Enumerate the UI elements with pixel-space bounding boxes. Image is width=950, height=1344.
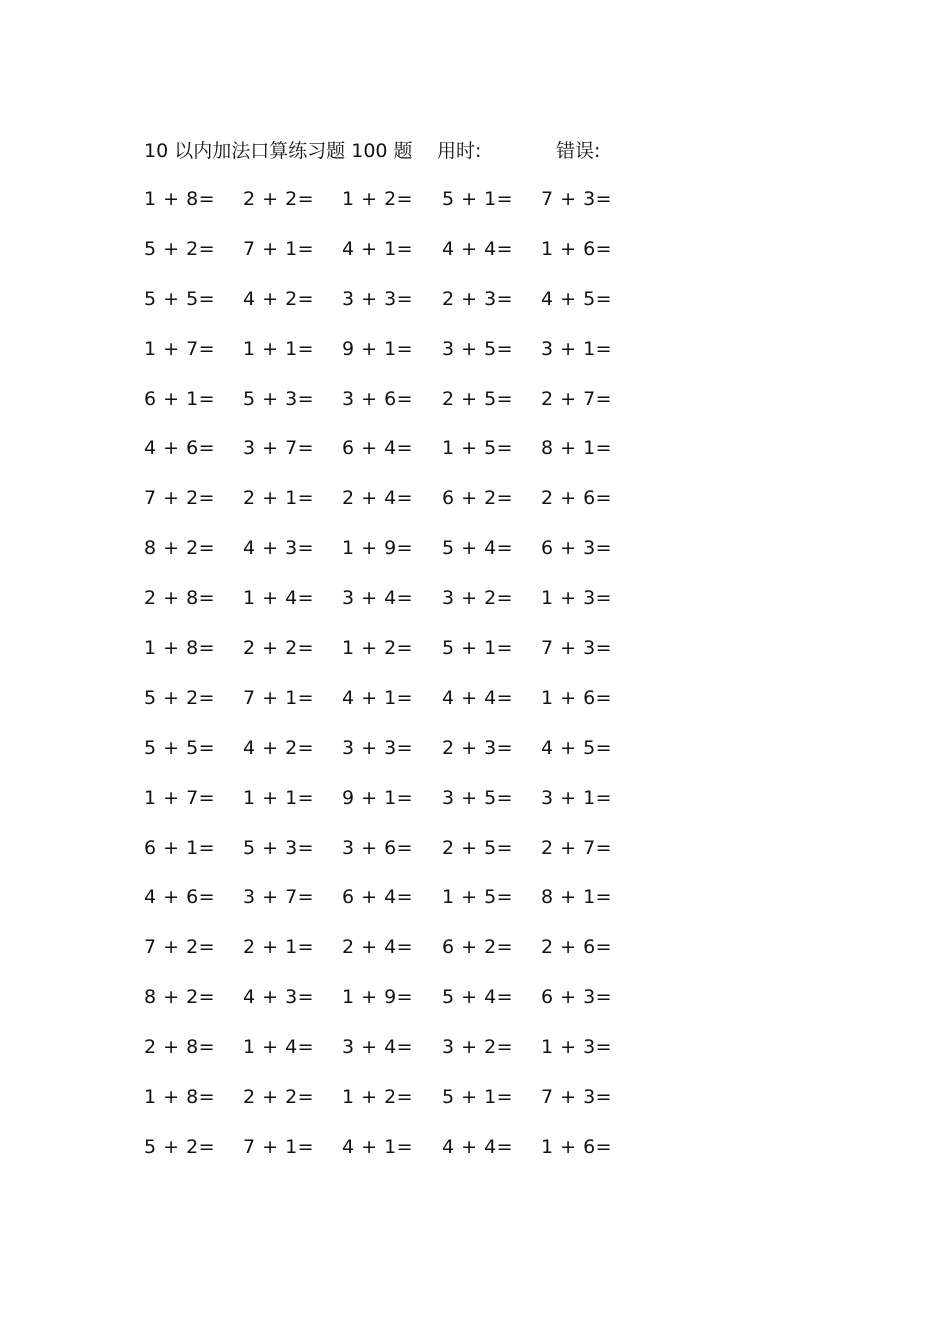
addition-problem: 3 + 2= [442,1036,514,1059]
addition-problem: 7 + 2= [144,936,216,959]
addition-problem: 1 + 9= [342,537,414,560]
addition-problem: 6 + 1= [144,836,216,859]
addition-problem: 7 + 2= [144,487,216,510]
addition-problem: 2 + 2= [243,637,315,660]
addition-problem: 1 + 6= [541,1135,613,1158]
addition-problem: 1 + 2= [342,637,414,660]
problem-row [144,683,664,733]
addition-problem: 5 + 4= [442,986,514,1009]
addition-problem: 1 + 5= [442,886,514,909]
addition-problem: 5 + 4= [442,537,514,560]
addition-problem: 1 + 8= [144,188,216,210]
addition-problem: 3 + 5= [442,337,514,360]
problem-row [144,433,664,483]
addition-problem: 3 + 2= [442,587,514,610]
addition-problem: 7 + 1= [243,686,315,709]
addition-problem: 7 + 3= [541,1086,613,1109]
addition-problem: 1 + 8= [144,637,216,660]
addition-problem: 4 + 6= [144,886,216,909]
problem-row [144,384,664,434]
addition-problem: 2 + 4= [342,487,414,510]
addition-problem: 2 + 1= [243,936,315,959]
problem-row [144,833,664,883]
addition-problem: 6 + 2= [442,936,514,959]
addition-problem: 1 + 3= [541,1036,613,1059]
problem-row [144,633,664,683]
addition-problem: 5 + 1= [442,637,514,660]
addition-problem: 1 + 6= [541,237,613,260]
problem-row [144,982,664,1032]
addition-problem: 5 + 2= [144,1135,216,1158]
addition-problem: 2 + 6= [541,487,613,510]
addition-problem: 2 + 2= [243,188,315,210]
addition-problem: 8 + 1= [541,437,613,460]
problem-row [144,184,664,234]
addition-problem: 4 + 1= [342,237,414,260]
problem-row [144,483,664,533]
addition-problem: 2 + 8= [144,587,216,610]
addition-problem: 3 + 4= [342,587,414,610]
problem-row [144,882,664,932]
addition-problem: 4 + 4= [442,686,514,709]
addition-problem: 4 + 5= [541,736,613,759]
worksheet-title: 10 以内加法口算练习题 100 题 [144,140,413,162]
addition-problem: 5 + 2= [144,237,216,260]
addition-problem: 1 + 4= [243,1036,315,1059]
addition-problem: 2 + 7= [541,387,613,410]
addition-problem: 7 + 3= [541,637,613,660]
addition-problem: 4 + 3= [243,537,315,560]
addition-problem: 4 + 2= [243,736,315,759]
addition-problem: 2 + 2= [243,1086,315,1109]
addition-problem: 1 + 1= [243,786,315,809]
addition-problem: 1 + 7= [144,786,216,809]
addition-problem: 5 + 1= [442,1086,514,1109]
addition-problem: 4 + 2= [243,287,315,310]
addition-problem: 3 + 1= [541,337,613,360]
problem-row [144,234,664,284]
addition-problem: 3 + 7= [243,437,315,460]
addition-problem: 4 + 4= [442,237,514,260]
addition-problem: 1 + 2= [342,1086,414,1109]
problem-row [144,1082,664,1132]
addition-problem: 3 + 3= [342,287,414,310]
addition-problem: 6 + 1= [144,387,216,410]
addition-problem: 3 + 6= [342,836,414,859]
addition-problem: 7 + 1= [243,237,315,260]
addition-problem: 2 + 3= [442,736,514,759]
addition-problem: 6 + 3= [541,537,613,560]
errors-label: 错误: [556,140,601,162]
addition-problem: 5 + 3= [243,836,315,859]
addition-problem: 4 + 1= [342,1135,414,1158]
addition-problem: 2 + 8= [144,1036,216,1059]
addition-problem: 7 + 1= [243,1135,315,1158]
addition-problem: 5 + 5= [144,287,216,310]
addition-problem: 6 + 4= [342,886,414,909]
addition-problem: 5 + 3= [243,387,315,410]
addition-problem: 1 + 6= [541,686,613,709]
addition-problem: 2 + 4= [342,936,414,959]
addition-problem: 3 + 4= [342,1036,414,1059]
problem-row [144,334,664,384]
problem-row [144,733,664,783]
problem-row [144,284,664,334]
problem-row [144,932,664,982]
addition-problem: 8 + 1= [541,886,613,909]
addition-problem: 1 + 7= [144,337,216,360]
addition-problem: 1 + 5= [442,437,514,460]
addition-problem: 4 + 4= [442,1135,514,1158]
problem-grid [144,184,664,1182]
problem-row [144,1032,664,1082]
problem-row [144,1132,664,1182]
addition-problem: 1 + 3= [541,587,613,610]
addition-problem: 2 + 7= [541,836,613,859]
addition-problem: 6 + 3= [541,986,613,1009]
addition-problem: 3 + 3= [342,736,414,759]
addition-problem: 2 + 6= [541,936,613,959]
addition-problem: 7 + 3= [541,188,613,210]
addition-problem: 1 + 1= [243,337,315,360]
addition-problem: 4 + 1= [342,686,414,709]
addition-problem: 3 + 1= [541,786,613,809]
addition-problem: 3 + 7= [243,886,315,909]
problem-row [144,583,664,633]
addition-problem: 4 + 6= [144,437,216,460]
addition-problem: 2 + 3= [442,287,514,310]
addition-problem: 8 + 2= [144,537,216,560]
addition-problem: 1 + 2= [342,188,414,210]
addition-problem: 1 + 9= [342,986,414,1009]
time-used-label: 用时: [437,140,482,162]
addition-problem: 4 + 5= [541,287,613,310]
problem-row [144,783,664,833]
addition-problem: 2 + 5= [442,836,514,859]
addition-problem: 1 + 8= [144,1086,216,1109]
addition-problem: 2 + 1= [243,487,315,510]
addition-problem: 5 + 2= [144,686,216,709]
addition-problem: 3 + 6= [342,387,414,410]
addition-problem: 2 + 5= [442,387,514,410]
addition-problem: 5 + 5= [144,736,216,759]
addition-problem: 5 + 1= [442,188,514,210]
addition-problem: 9 + 1= [342,786,414,809]
addition-problem: 3 + 5= [442,786,514,809]
addition-problem: 6 + 4= [342,437,414,460]
addition-problem: 1 + 4= [243,587,315,610]
addition-problem: 6 + 2= [442,487,514,510]
addition-problem: 8 + 2= [144,986,216,1009]
problem-row [144,533,664,583]
addition-problem: 9 + 1= [342,337,414,360]
addition-problem: 4 + 3= [243,986,315,1009]
